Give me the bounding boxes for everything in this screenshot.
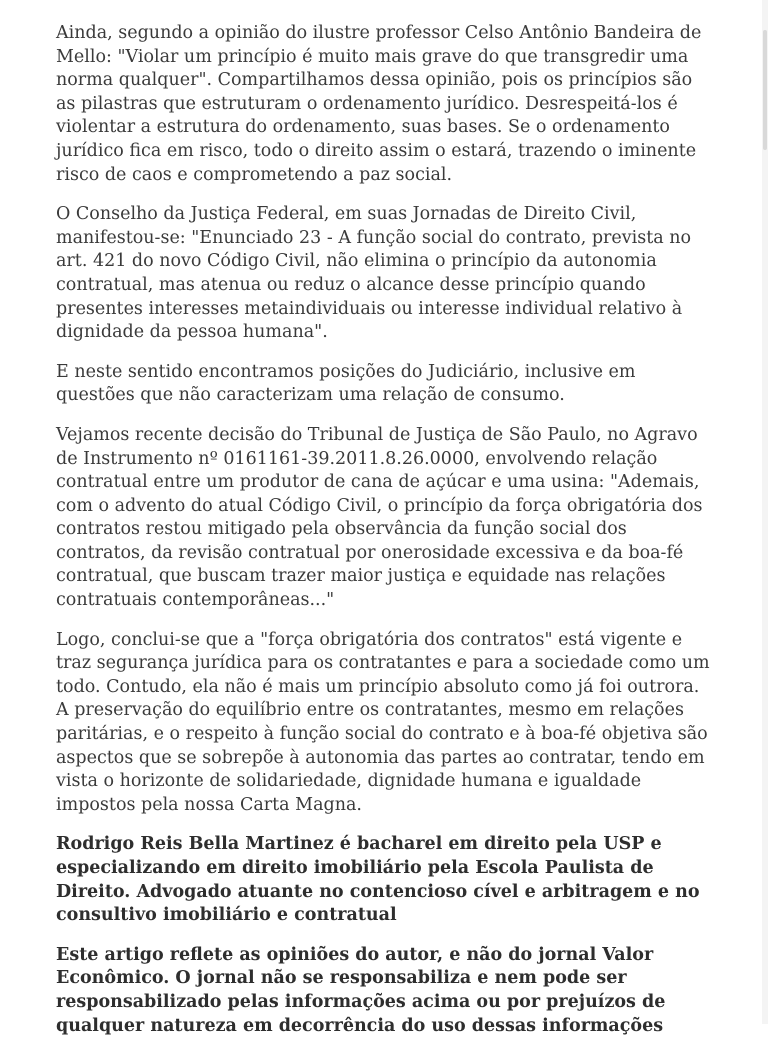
- disclaimer: Este artigo reflete as opiniões do autor, e não do jornal Valor Econômico. O jornal não se responsabiliza e nem pode ser responsabilizado pelas informações acima ou por prejuízos de qualquer natureza em decorrência do uso dessas informações: [56, 944, 666, 1036]
- paragraph-tjsp-decision: Vejamos recente decisão do Tribunal de Justiça de São Paulo, no Agravo de Instrumento nº 0161161-39.2011.8.26.0000, envolvendo relação contratual entre um produtor de cana de açúcar e uma usina: "Ademais, com o advento do atual Código Civil, o princípio da força obrigatória dos contratos restou mitigado pela observância da função social dos contratos, da revisão contratual por onerosidade excessiva e da boa-fé contratual, que buscam trazer maior justiça e equidade nas relações contratuais contemporâneas...": [56, 424, 703, 611]
- paragraph-conclusion: Logo, conclui-se que a "força obrigatória dos contratos" está vigente e traz segurança jurídica para os contratantes e para a sociedade como um todo. Contudo, ela não é mais um princípio absoluto como já foi outrora. A preservação do equilíbrio entre os contratantes, mesmo em relações paritárias, e o respeito à função social do contrato e à boa-fé objetiva são aspectos que se sobrepõe à autonomia das partes ao contratar, tendo em vista o horizonte de solidariedade, dignidade humana e igualdade impostos pela nossa Carta Magna.: [56, 629, 710, 815]
- paragraph-judiciario: E neste sentido encontramos posições do Judiciário, inclusive em questões que não caracterizam uma relação de consumo.: [56, 361, 636, 406]
- scrollbar[interactable]: [762, 0, 768, 1024]
- article-body: [56, 22, 716, 1054]
- paragraph-conselho: O Conselho da Justiça Federal, em suas Jornadas de Direito Civil, manifestou-se: "Enunciado 23 - A função social do contrato, prevista no art. 421 do novo Código Civil, não elimina o princípio da autonomia contratual, mas atenua ou reduz o alcance desse princípio quando presentes interesses metaindividuais ou interesse individual relativo à dignidade da pessoa humana".: [56, 204, 692, 343]
- scrollbar-thumb[interactable]: [763, 30, 767, 150]
- paragraph-principles: Ainda, segundo a opinião do ilustre professor Celso Antônio Bandeira de Mello: "Violar um princípio é muito mais grave do que transgredir uma norma qualquer". Compartilhamos dessa opinião, pois os princípios são as pilastras que estruturam o ordenamento jurídico. Desrespeitá-los é violentar a estrutura do ordenamento, suas bases. Se o ordenamento jurídico fica em risco, todo o direito assim o estará, trazendo o iminente risco de caos e comprometendo a paz social.: [56, 23, 702, 185]
- author-bio: Rodrigo Reis Bella Martinez é bacharel em direito pela USP e especializando em direito imobiliário pela Escola Paulista de Direito. Advogado atuante no contencioso cível e arbitragem e no consultivo imobiliário e contratual: [56, 834, 700, 926]
